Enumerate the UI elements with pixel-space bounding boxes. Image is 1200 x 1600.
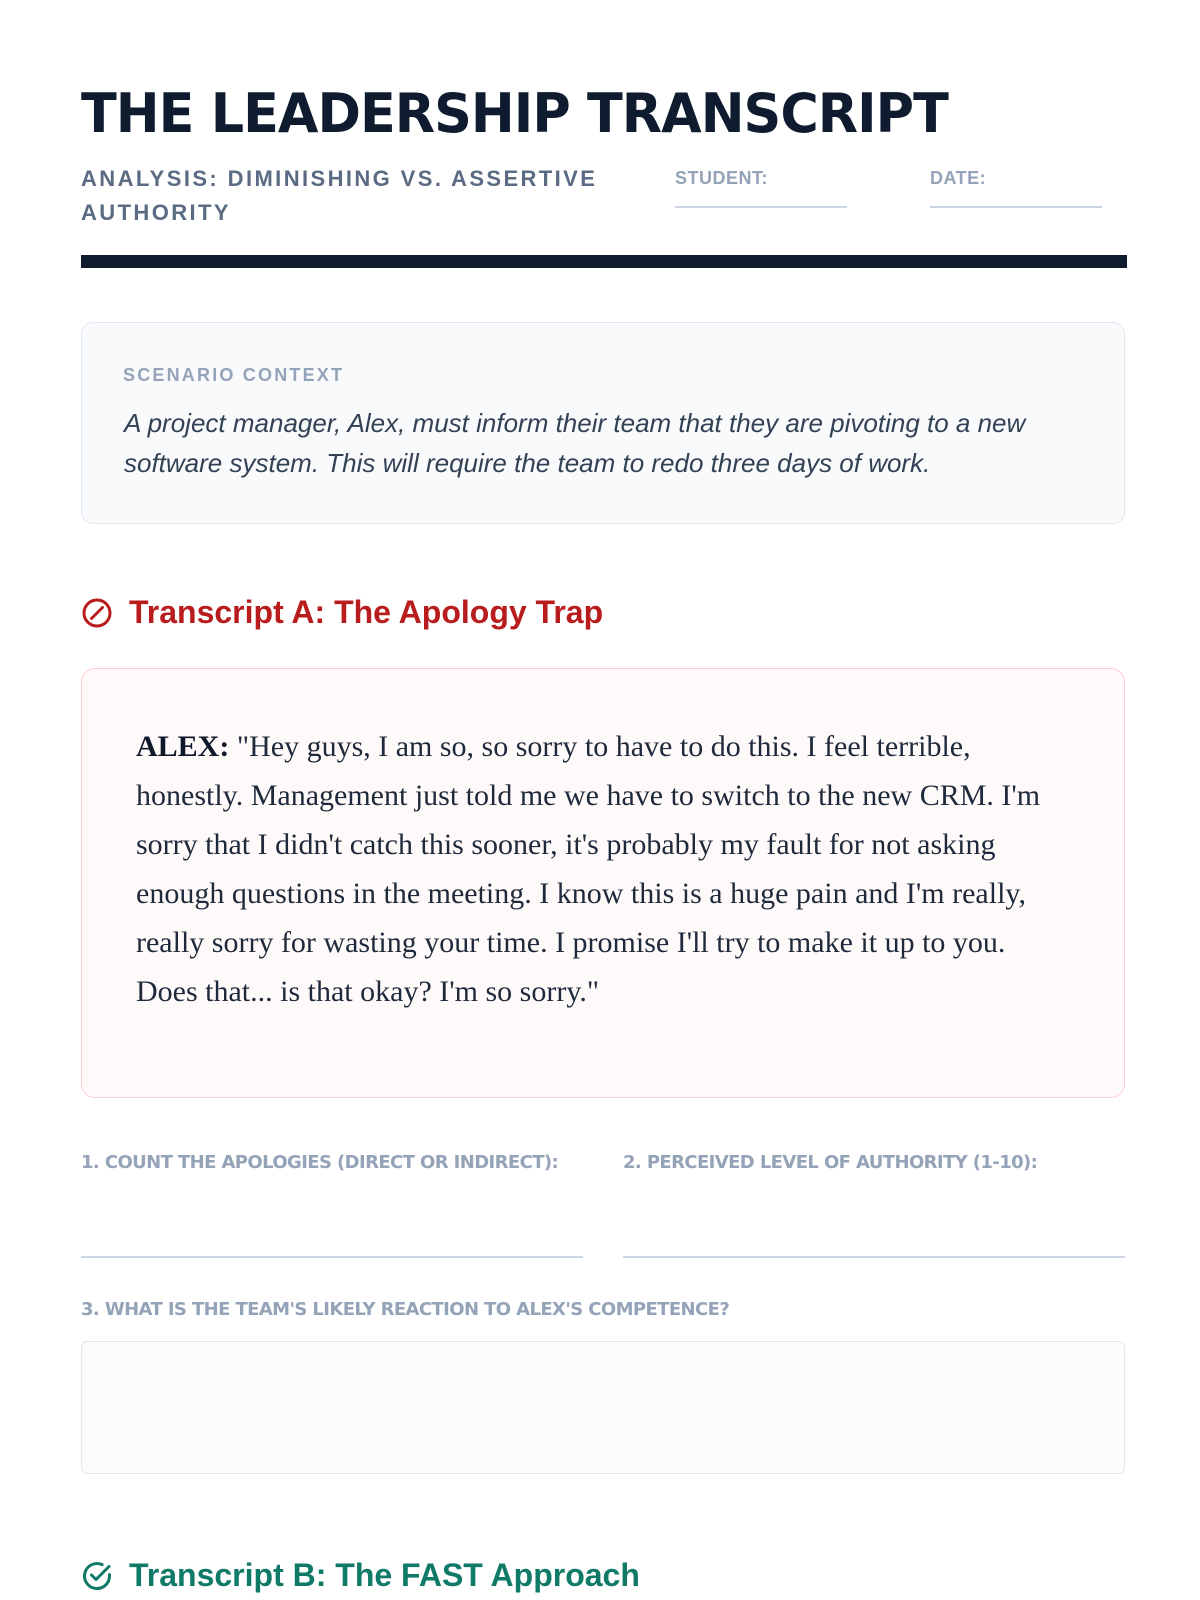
scenario-context-label: SCENARIO CONTEXT: [123, 365, 345, 385]
date-field[interactable]: [930, 166, 1102, 208]
transcript-a-card: [81, 668, 1125, 1098]
transcript-b-title: Transcript B: The FAST Approach: [129, 1557, 640, 1593]
student-label: STUDENT:: [675, 168, 768, 188]
speaker-name: ALEX:: [136, 730, 230, 763]
question-1-label: 1. COUNT THE APOLOGIES (DIRECT OR INDIRECT):: [81, 1152, 559, 1173]
check-circle-icon: [81, 1560, 113, 1592]
question-1-answer-line[interactable]: [81, 1256, 583, 1258]
question-2-label: 2. PERCEIVED LEVEL OF AUTHORITY (1-10):: [623, 1152, 1038, 1173]
student-input-line[interactable]: [675, 206, 847, 208]
page-subtitle: ANALYSIS: DIMINISHING VS. ASSERTIVE AUTHORITY: [81, 166, 598, 225]
transcript-b-heading: [81, 1557, 640, 1594]
worksheet-page: [81, 0, 1127, 1600]
page-title: THE LEADERSHIP TRANSCRIPT: [81, 82, 948, 145]
transcript-a-heading: [81, 594, 603, 631]
question-3-answer-box[interactable]: [81, 1341, 1125, 1474]
date-label: DATE:: [930, 168, 987, 188]
prohibited-icon: [81, 597, 113, 629]
scenario-context-box: [81, 322, 1125, 524]
scenario-context-text: A project manager, Alex, must inform their team that they are pivoting to a new software system. This will require the team to redo three days of work.: [124, 408, 1026, 478]
date-input-line[interactable]: [930, 206, 1102, 208]
transcript-a-quote: [136, 722, 1056, 1016]
transcript-a-title: Transcript A: The Apology Trap: [129, 594, 604, 630]
header-divider: [81, 255, 1127, 268]
transcript-a-text: "Hey guys, I am so, so sorry to have to do this. I feel terrible, honestly. Management just told me we have to switch to the new CRM. I'm sorry that I didn't catch this sooner, it's probably my fault for not asking enough questions in the meeting. I know this is a huge pain and I'm really, really sorry for wasting your time. I promise I'll try to make it up to you. Does that... is that okay? I'm so sorry.": [136, 730, 1041, 1008]
student-field[interactable]: [675, 166, 847, 208]
question-2-answer-line[interactable]: [623, 1256, 1125, 1258]
question-3-label: 3. WHAT IS THE TEAM'S LIKELY REACTION TO ALEX'S COMPETENCE?: [81, 1299, 730, 1320]
